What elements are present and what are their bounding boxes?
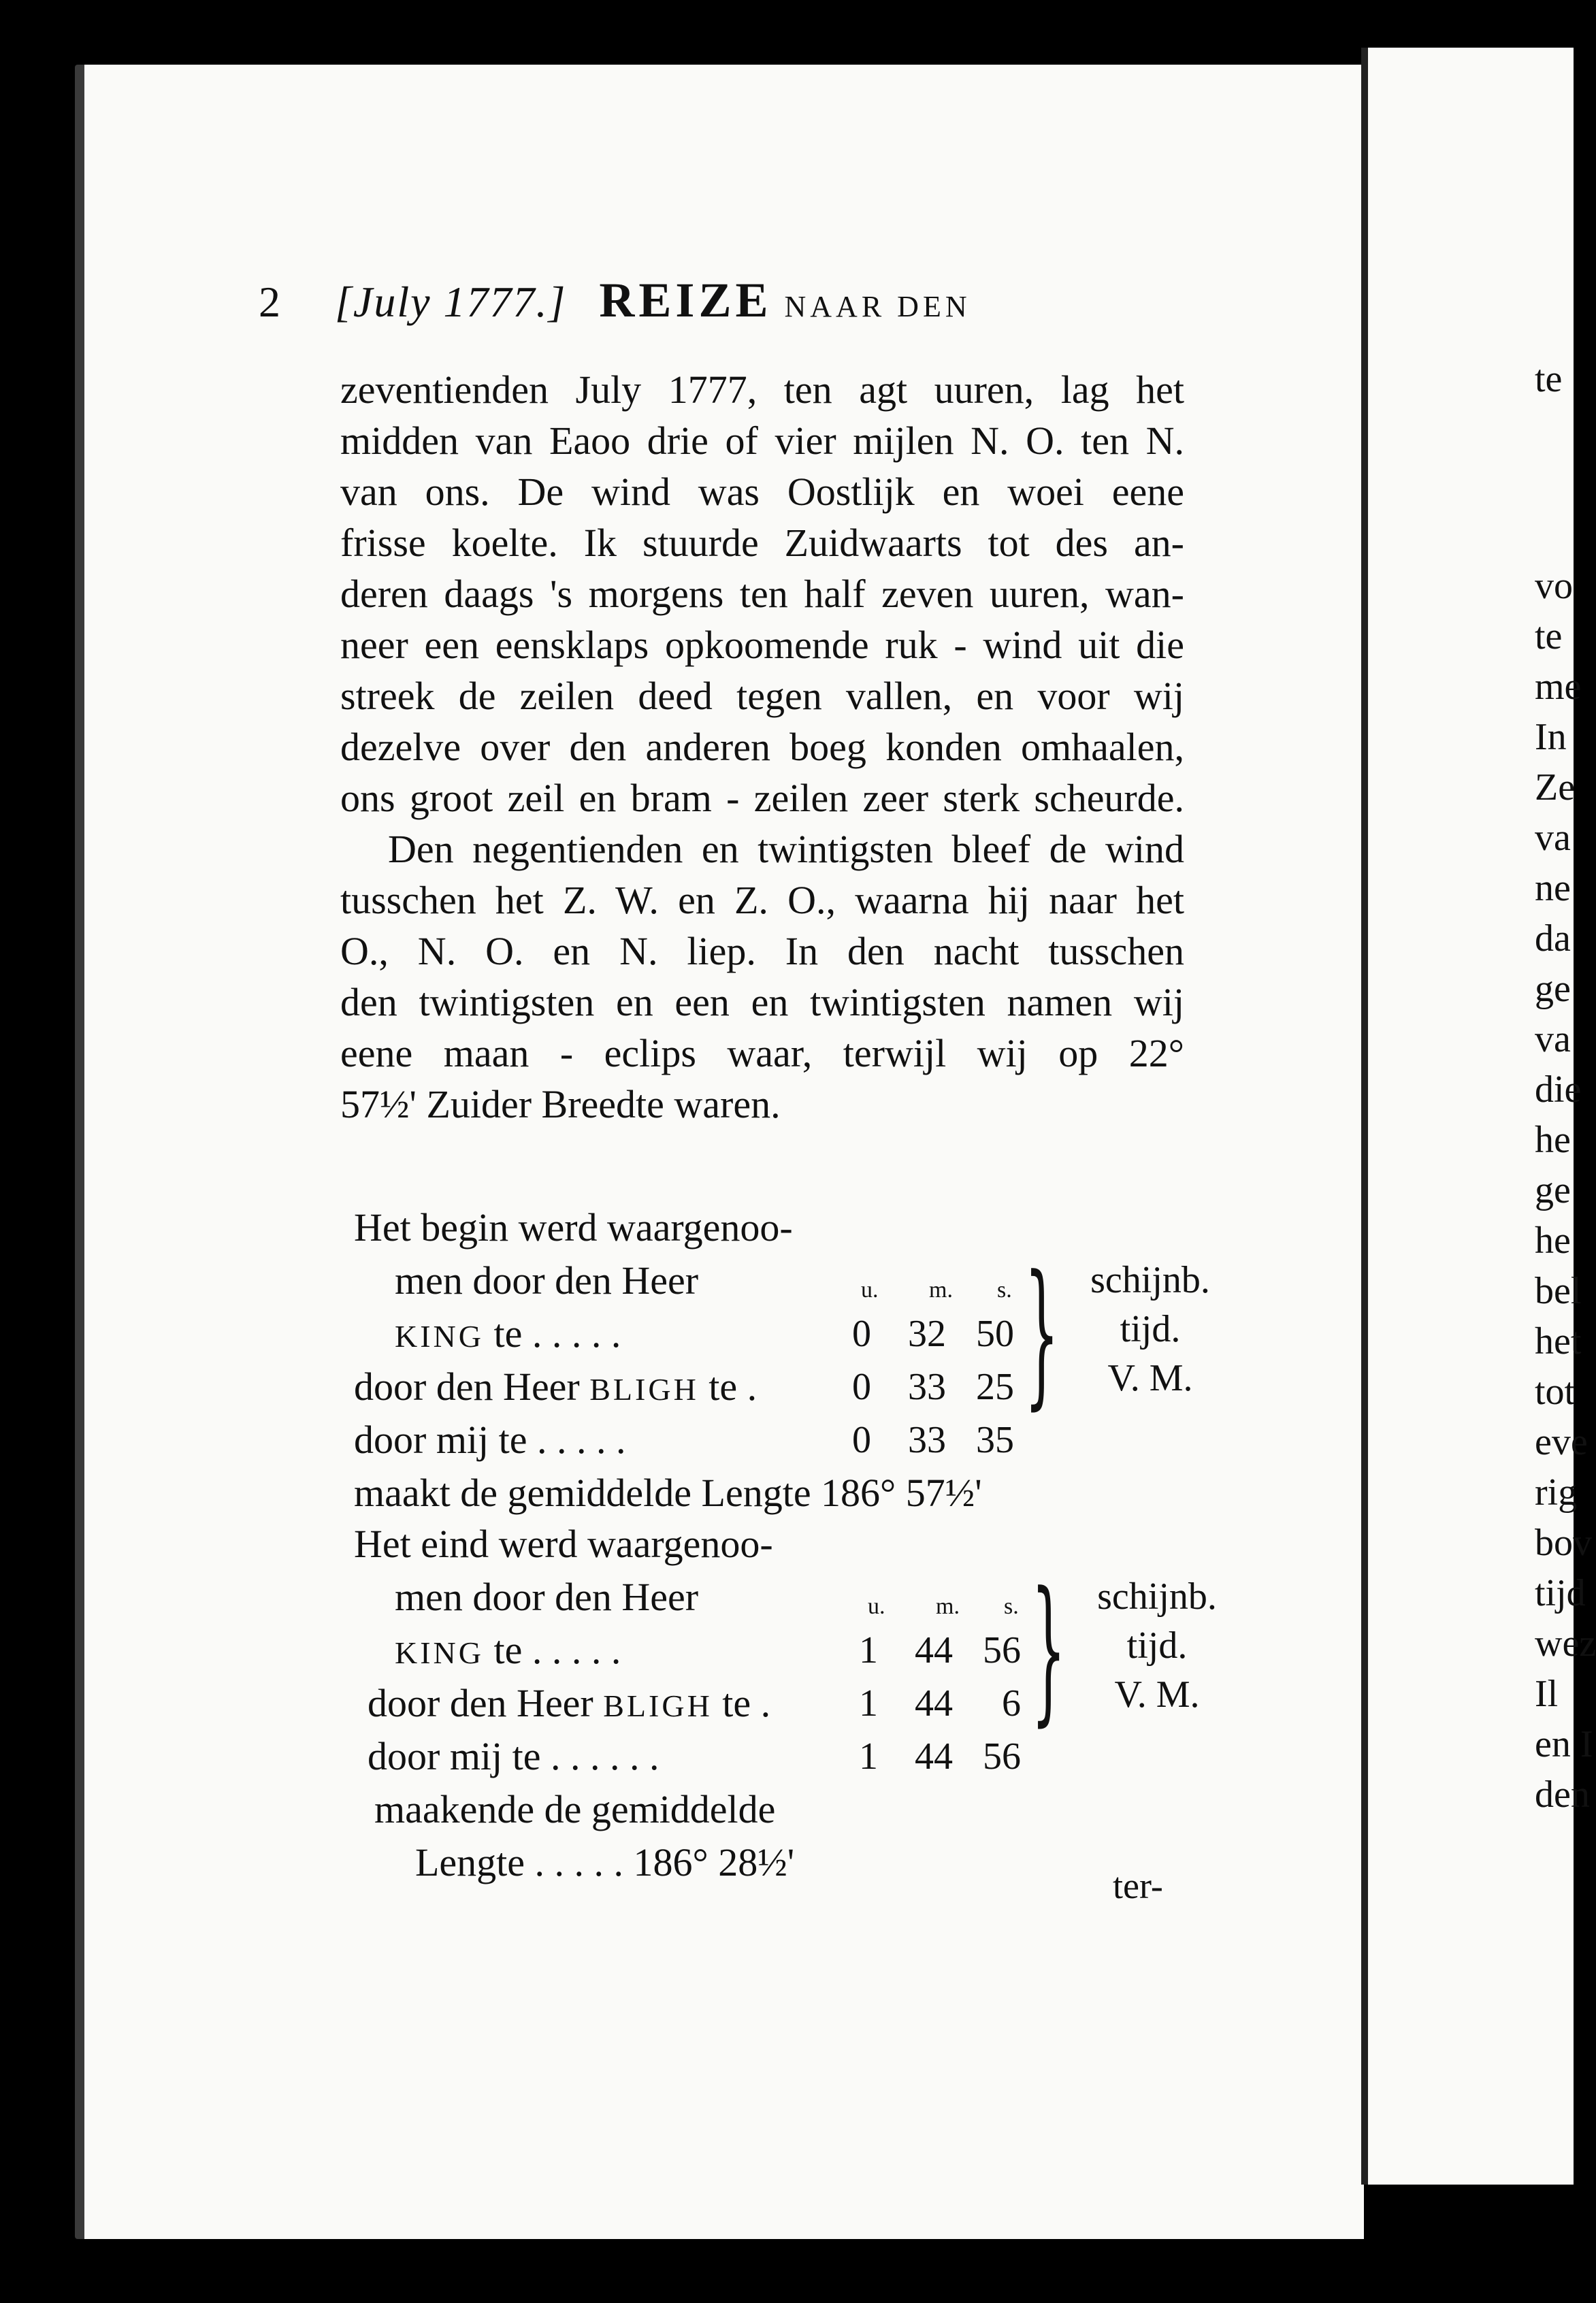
paragraph-2: [340, 823, 1184, 1130]
unit-hours: u.: [868, 1594, 885, 1619]
facing-fragment: tot: [1535, 1371, 1576, 1413]
observer-row: [395, 1307, 621, 1363]
facing-fragment: en I: [1535, 1723, 1593, 1765]
right-brace: }: [1031, 1559, 1066, 1741]
time-note-line: V. M.: [1107, 1357, 1193, 1399]
end-result-2: Lengte . . . . . 186° 28½': [415, 1840, 795, 1884]
facing-fragment: bov: [1535, 1522, 1592, 1564]
facing-fragment: Il: [1535, 1673, 1559, 1715]
value-hours: 0: [852, 1366, 871, 1408]
facing-fragment: te: [1535, 615, 1563, 657]
page-number: 2: [259, 278, 282, 326]
value-hours: 0: [852, 1313, 871, 1355]
text-line: deren daags 's morgens ten half zeven uuren, wan-: [340, 572, 1184, 616]
running-head: [259, 272, 971, 329]
facing-fragment: die: [1535, 1068, 1582, 1111]
begin-heading: Het begin werd waargenoo-: [354, 1205, 793, 1250]
observer-row: [354, 1414, 626, 1467]
text-line: Den negentienden en twintigsten bleef de wind: [388, 827, 1184, 871]
observer-name: KING: [395, 1635, 484, 1670]
value-hours: 1: [859, 1735, 878, 1778]
value-minutes: 44: [915, 1735, 953, 1778]
value-hours: 1: [859, 1629, 878, 1671]
time-note-line: schijnb.: [1090, 1259, 1210, 1301]
text-line: frisse koelte. Ik stuurde Zuidwaarts tot des an-: [340, 521, 1184, 565]
unit-minutes: m.: [929, 1277, 953, 1303]
observer-label: door den Heer: [368, 1681, 604, 1725]
facing-fragment: da: [1535, 917, 1571, 960]
facing-fragment: tijd: [1535, 1572, 1586, 1614]
time-note-line: tijd.: [1126, 1624, 1188, 1667]
catchword: ter-: [1113, 1865, 1163, 1906]
observer-row: [368, 1730, 659, 1783]
unit-seconds: s.: [1004, 1594, 1019, 1619]
value-minutes: 44: [915, 1682, 953, 1725]
time-note-line: V. M.: [1114, 1673, 1200, 1716]
header-title: REIZE: [599, 273, 772, 327]
unit-minutes: m.: [936, 1594, 960, 1619]
value-seconds: 6: [1002, 1682, 1021, 1725]
text-line: van ons. De wind was Oostlijk en woei eene: [340, 470, 1184, 514]
observer-label: door mij te . . . . .: [354, 1418, 626, 1462]
header-subtitle: NAAR DEN: [784, 290, 971, 323]
value-seconds: 35: [976, 1419, 1014, 1461]
facing-fragment: va: [1535, 1018, 1571, 1060]
right-brace: }: [1024, 1243, 1060, 1424]
time-note-line: schijnb.: [1097, 1575, 1217, 1618]
facing-page-text: [1535, 354, 1596, 1820]
facing-fragment: vo: [1535, 565, 1573, 607]
text-line: O., N. O. en N. liep. In den nacht tusschen: [340, 929, 1184, 973]
text-line: zeventienden July 1777, ten agt uuren, lag het: [340, 368, 1184, 412]
facing-fragment: rig: [1535, 1471, 1578, 1514]
facing-fragment: het: [1535, 1320, 1582, 1362]
text-line: 57½' Zuider Breedte waren.: [340, 1082, 781, 1126]
observer-name: BLIGH: [603, 1688, 713, 1723]
begin-result: maakt de gemiddelde Lengte 186° 57½': [354, 1471, 982, 1515]
observer-row: [368, 1677, 770, 1733]
time-note-line: tijd.: [1120, 1308, 1181, 1350]
facing-fragment: he: [1535, 1119, 1571, 1161]
text-line: den twintigsten en een en twintigsten namen wij: [340, 980, 1184, 1024]
value-hours: 1: [859, 1682, 878, 1725]
text-line: streek de zeilen deed tegen vallen, en voor wij: [340, 674, 1184, 718]
begin-heading-2: men door den Heer: [395, 1258, 699, 1303]
value-seconds: 56: [983, 1735, 1021, 1778]
header-date: [July 1777.]: [335, 278, 567, 326]
observer-name: KING: [395, 1319, 484, 1354]
paragraph-1: [340, 364, 1184, 823]
observer-label-post: te .: [712, 1681, 771, 1725]
observer-row: [395, 1624, 621, 1680]
observer-label-post: te .: [698, 1365, 758, 1409]
facing-fragment: ge: [1535, 1169, 1571, 1211]
end-result: maakende de gemiddelde: [374, 1787, 776, 1831]
observer-label: door den Heer: [354, 1365, 590, 1409]
end-heading: Het eind werd waargenoo-: [354, 1522, 773, 1566]
unit-hours: u.: [861, 1277, 879, 1303]
observer-row: [354, 1360, 757, 1416]
value-hours: 0: [852, 1419, 871, 1461]
value-seconds: 50: [976, 1313, 1014, 1355]
observer-label-post: te . . . . .: [483, 1311, 621, 1356]
observer-name: BLIGH: [589, 1372, 699, 1407]
facing-fragment: eve: [1535, 1421, 1588, 1463]
facing-fragment: bel: [1535, 1270, 1582, 1312]
text-line: dezelve over den anderen boeg konden omhaalen,: [340, 725, 1184, 769]
value-seconds: 25: [976, 1366, 1014, 1408]
value-seconds: 56: [983, 1629, 1021, 1671]
time-note: [1075, 1256, 1225, 1403]
facing-fragment: he: [1535, 1220, 1571, 1262]
unit-seconds: s.: [997, 1277, 1012, 1303]
value-minutes: 33: [908, 1419, 946, 1461]
text-line: tusschen het Z. W. en Z. O., waarna hij naar het: [340, 878, 1184, 922]
observer-label-post: te . . . . .: [483, 1628, 621, 1672]
end-heading-2: men door den Heer: [395, 1575, 699, 1619]
text-line: midden van Eaoo drie of vier mijlen N. O. ten N.: [340, 419, 1184, 463]
value-minutes: 33: [908, 1366, 946, 1408]
facing-fragment: ge: [1535, 968, 1571, 1010]
time-note: [1082, 1572, 1232, 1719]
facing-fragment: Ze: [1535, 766, 1576, 808]
facing-fragment: me: [1535, 666, 1582, 708]
facing-fragment: In: [1535, 716, 1567, 758]
value-minutes: 32: [908, 1313, 946, 1355]
text-line: ons groot zeil en bram - zeilen zeer sterk scheurde.: [340, 776, 1184, 820]
facing-fragment: wez: [1535, 1622, 1596, 1665]
text-line: eene maan - eclips waar, terwijl wij op 22°: [340, 1031, 1184, 1075]
facing-fragment: ne: [1535, 867, 1571, 909]
value-minutes: 44: [915, 1629, 953, 1671]
observer-label: door mij te . . . . . .: [368, 1734, 659, 1778]
facing-fragment: te: [1535, 358, 1563, 400]
text-line: neer een eensklaps opkoomende ruk - wind uit die: [340, 623, 1184, 667]
facing-fragment: den: [1535, 1774, 1590, 1816]
facing-fragment: va: [1535, 817, 1571, 859]
